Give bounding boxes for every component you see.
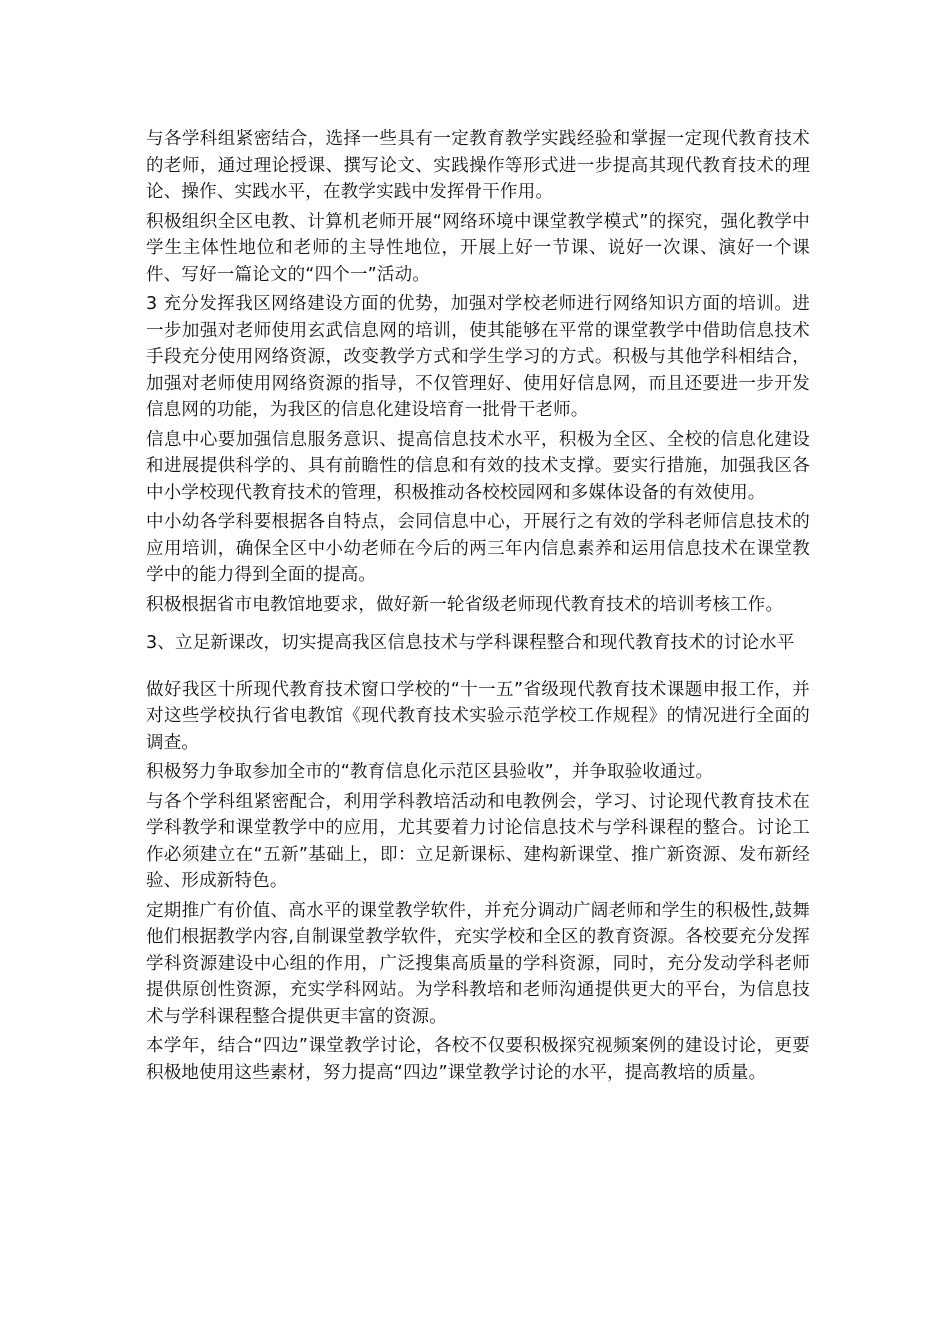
document-page [146, 126, 810, 1089]
paragraph-network-training: 3 充分发挥我区网络建设方面的优势，加强对学校老师进行网络知识方面的培训。进一步加强对老师使用玄武信息网的培训，使其能够在平常的课堂教学中借助信息技术手段充分使用网络资源，改变教学方式和学生学习的方式。积极与其他学科相结合，加强对老师使用网络资源的指导，不仅管理好、使用好信息网，而且还要进一步开发信息网的功能，为我区的信息化建设培育一批骨干老师。 [146, 294, 810, 420]
paragraph-subject-training: 中小幼各学科要根据各自特点，会同信息中心，开展行之有效的学科老师信息技术的应用培训，确保全区中小幼老师在今后的两三年内信息素养和运用信息技术在课堂教学中的能力得到全面的提高。 [146, 512, 810, 585]
paragraph-backbone-teachers: 与各学科组紧密结合，选择一些具有一定教育教学实践经验和掌握一定现代教育技术的老师，通过理论授课、撰写论文、实践操作等形式进一步提高其现代教育技术的理论、操作、实践水平，在教学实践中发挥骨干作用。 [146, 129, 810, 202]
paragraph-subject-integration: 与各个学科组紧密配合，利用学科教培活动和电教例会，学习、讨论现代教育技术在学科教学和课堂教学中的应用，尤其要着力讨论信息技术与学科课程的整合。讨论工作必须建立在“五新”基础上，即：立足新课标、建构新课堂、推广新资源、发布新经验、形成新特色。 [146, 791, 810, 891]
paragraph-demo-district: 积极努力争取参加全市的“教育信息化示范区县验收”，并争取验收通过。 [146, 762, 714, 782]
paragraph-provincial-assessment: 积极根据省市电教馆地要求，做好新一轮省级老师现代教育技术的培训考核工作。 [146, 594, 784, 615]
paragraph-window-schools: 做好我区十所现代教育技术窗口学校的“十一五”省级现代教育技术课题申报工作，并对这些学校执行省电教馆《现代教育技术实验示范学校工作规程》的情况进行全面的调查。 [146, 679, 810, 753]
paragraph-courseware-resources: 定期推广有价值、高水平的课堂教学软件，并充分调动广阔老师和学生的积极性,鼓舞他们根据教学内容,自制课堂教学软件，充实学校和全区的教育资源。各校要充分发挥学科资源建设中心组的作用，广泛搜集高质量的学科资源，同时，充分发动学科老师提供原创性资源，充实学科网站。为学科教培和老师沟通提供更大的平台，为信息技术与学科课程整合提供更丰富的资源。 [146, 900, 810, 1027]
section-heading: 3、立足新课改，切实提高我区信息技术与学科课程整合和现代教育技术的讨论水平 [146, 633, 795, 653]
paragraph-info-center: 信息中心要加强信息服务意识、提高信息技术水平，积极为全区、全校的信息化建设和进展提供科学的、具有前瞻性的信息和有效的技术支撑。要实行措施，加强我区各中小学校现代教育技术的管理，积极推动各校校园网和多媒体设备的有效使用。 [146, 429, 810, 503]
paragraph-video-cases: 本学年，结合“四边”课堂教学讨论，各校不仅要积极探究视频案例的建设讨论，更要积极地使用这些素材，努力提高“四边”课堂教学讨论的水平，提高教培的质量。 [146, 1036, 810, 1083]
paragraph-network-teaching-mode: 积极组织全区电教、计算机老师开展“网络环境中课堂教学模式”的探究，强化教学中学生主体性地位和老师的主导性地位，开展上好一节课、说好一次课、演好一个课件、写好一篇论文的“四个一”活动。 [146, 211, 810, 285]
